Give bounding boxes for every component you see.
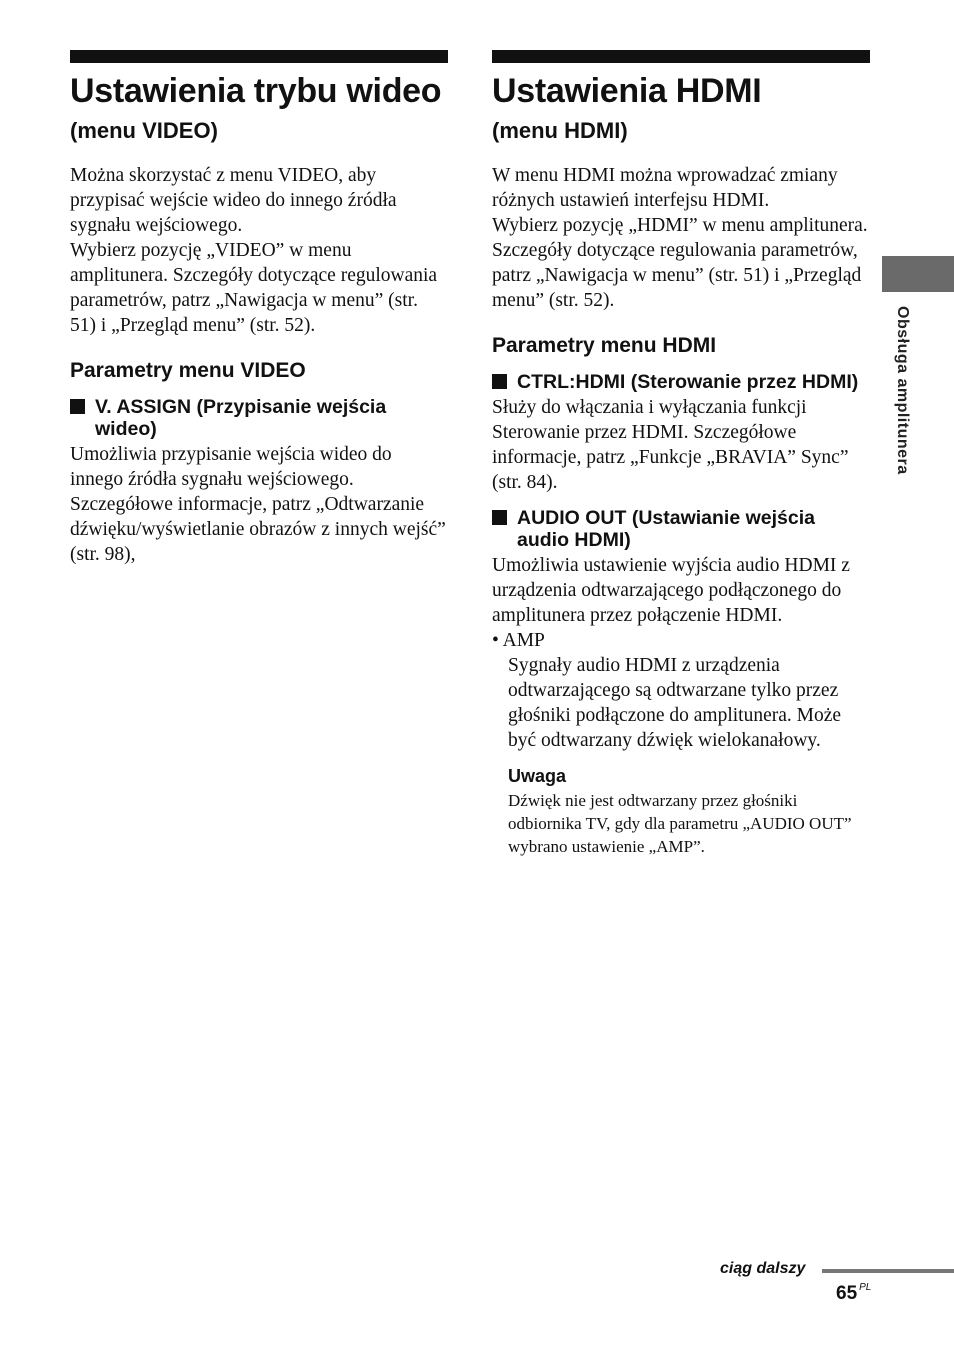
section-tab-marker xyxy=(882,256,954,292)
subtitle-video: (menu VIDEO) xyxy=(70,118,218,143)
param-description: Umożliwia przypisanie wejścia wideo do innego źródła sygnału wejściowego. Szczegółowe informacje, patrz „Odtwarzanie dźwięku/wyświetlanie obrazów z innych wejść” (str. 98), xyxy=(70,444,446,565)
title-rule xyxy=(70,50,448,63)
param-title: CTRL:HDMI (Sterowanie przez HDMI) xyxy=(517,371,859,393)
subtitle-hdmi: (menu HDMI) xyxy=(492,118,628,143)
param-heading xyxy=(492,507,870,551)
section-heading: Parametry menu HDMI xyxy=(492,334,717,357)
note-box xyxy=(508,765,870,858)
title-rule xyxy=(492,50,870,63)
continued-label: ciąg dalszy xyxy=(720,1260,806,1277)
param-title: V. ASSIGN (Przypisanie wejścia wideo) xyxy=(95,396,387,440)
param-description: Umożliwia ustawienie wyjścia audio HDMI z urządzenia odtwarzającego podłączonego do amplitunera przez połączenie HDMI. xyxy=(492,555,850,626)
square-bullet-icon xyxy=(70,399,85,414)
page-language-suffix: PL xyxy=(859,1282,872,1293)
select-instructions: Wybierz pozycję „VIDEO” w menu amplitunera. Szczegóły dotyczące regulowania parametrów, patrz „Nawigacja w menu” (str. 51) i „Przegląd menu” (str. 52). xyxy=(70,240,438,336)
page-title-video: Ustawienia trybu wideo xyxy=(70,72,442,110)
param-heading xyxy=(70,396,448,440)
note-text: Dźwięk nie jest odtwarzany przez głośniki odbiornika TV, gdy dla parametru „AUDIO OUT” wybrano ustawienie „AMP”. xyxy=(508,791,852,856)
square-bullet-icon xyxy=(492,510,507,525)
param-title: AUDIO OUT (Ustawianie wejścia audio HDMI) xyxy=(517,507,815,551)
select-instructions: Wybierz pozycję „HDMI” w menu amplitunera. Szczegóły dotyczące regulowania parametrów, patrz „Nawigacja w menu” (str. 51) i „Przegląd menu” (str. 52). xyxy=(492,215,868,311)
left-column xyxy=(70,50,448,567)
page-number xyxy=(836,1282,871,1305)
side-tab-label: Obsługa amplitunera xyxy=(894,306,911,475)
continued-rule xyxy=(822,1269,954,1273)
param-description: Służy do włączania i wyłączania funkcji Sterowanie przez HDMI. Szczegółowe informacje, patrz „Funkcje „BRAVIA” Sync” (str. 84). xyxy=(492,397,849,493)
intro-text: W menu HDMI można wprowadzać zmiany różnych ustawień interfejsu HDMI. xyxy=(492,165,838,211)
square-bullet-icon xyxy=(492,374,507,389)
right-column xyxy=(492,50,870,858)
note-title: Uwaga xyxy=(508,766,567,786)
bullet-item-label: • AMP xyxy=(492,630,545,651)
page-number-value: 65 xyxy=(836,1283,858,1304)
bullet-item-description: Sygnały audio HDMI z urządzenia odtwarzającego są odtwarzane tylko przez głośniki podłączone do amplitunera. Może być odtwarzany dźwięk wielokanałowy. xyxy=(508,655,842,751)
param-heading xyxy=(492,371,870,393)
page-title-hdmi: Ustawienia HDMI xyxy=(492,72,762,110)
intro-text: Można skorzystać z menu VIDEO, aby przypisać wejście wideo do innego źródła sygnału wejściowego. xyxy=(70,165,397,236)
section-heading: Parametry menu VIDEO xyxy=(70,359,306,382)
